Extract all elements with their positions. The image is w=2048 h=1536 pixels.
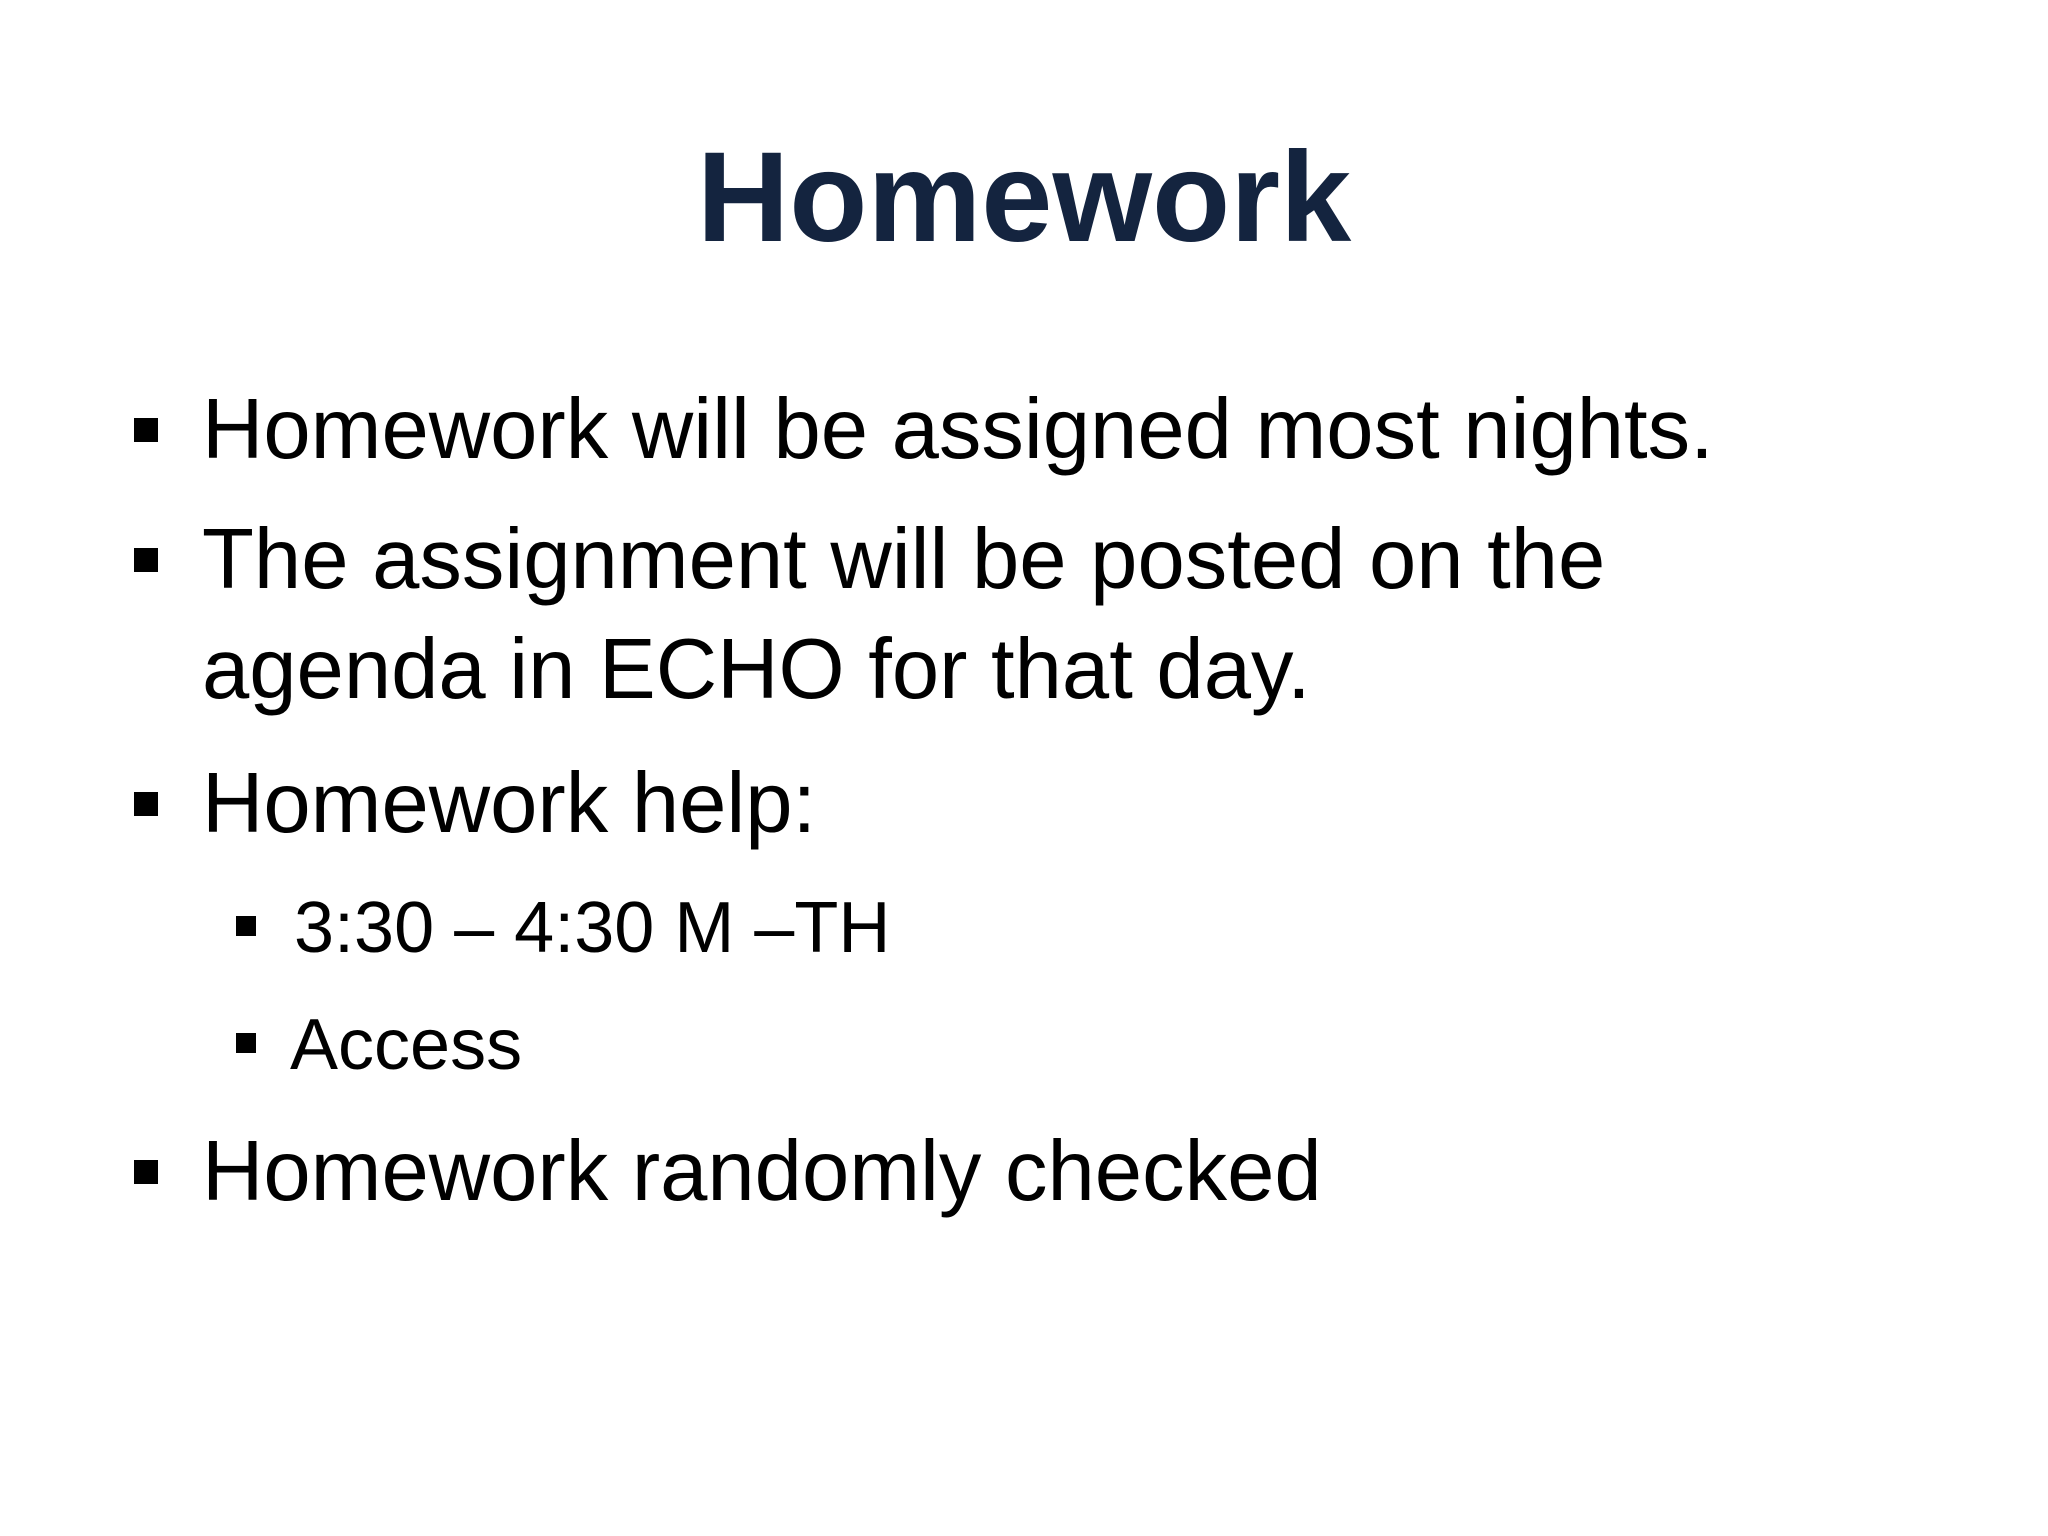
sub-bullet-text: 3:30 – 4:30 M –TH: [294, 888, 891, 968]
bullet-text: Homework randomly checked: [202, 1124, 1322, 1219]
square-bullet-icon: [236, 1033, 256, 1053]
bullet-text: Homework help:: [202, 756, 817, 851]
square-bullet-icon: [134, 418, 158, 442]
square-bullet-icon: [134, 792, 158, 816]
bullet-text-line-1: The assignment will be posted on the: [202, 512, 1606, 607]
square-bullet-icon: [134, 1160, 158, 1184]
bullet-text-line-2: agenda in ECHO for that day.: [202, 622, 1311, 717]
bullet-text: Homework will be assigned most nights.: [202, 382, 1714, 477]
sub-bullet-text: Access: [290, 1005, 523, 1085]
slide-title: Homework: [696, 126, 1352, 269]
square-bullet-icon: [236, 916, 256, 936]
square-bullet-icon: [134, 548, 158, 572]
